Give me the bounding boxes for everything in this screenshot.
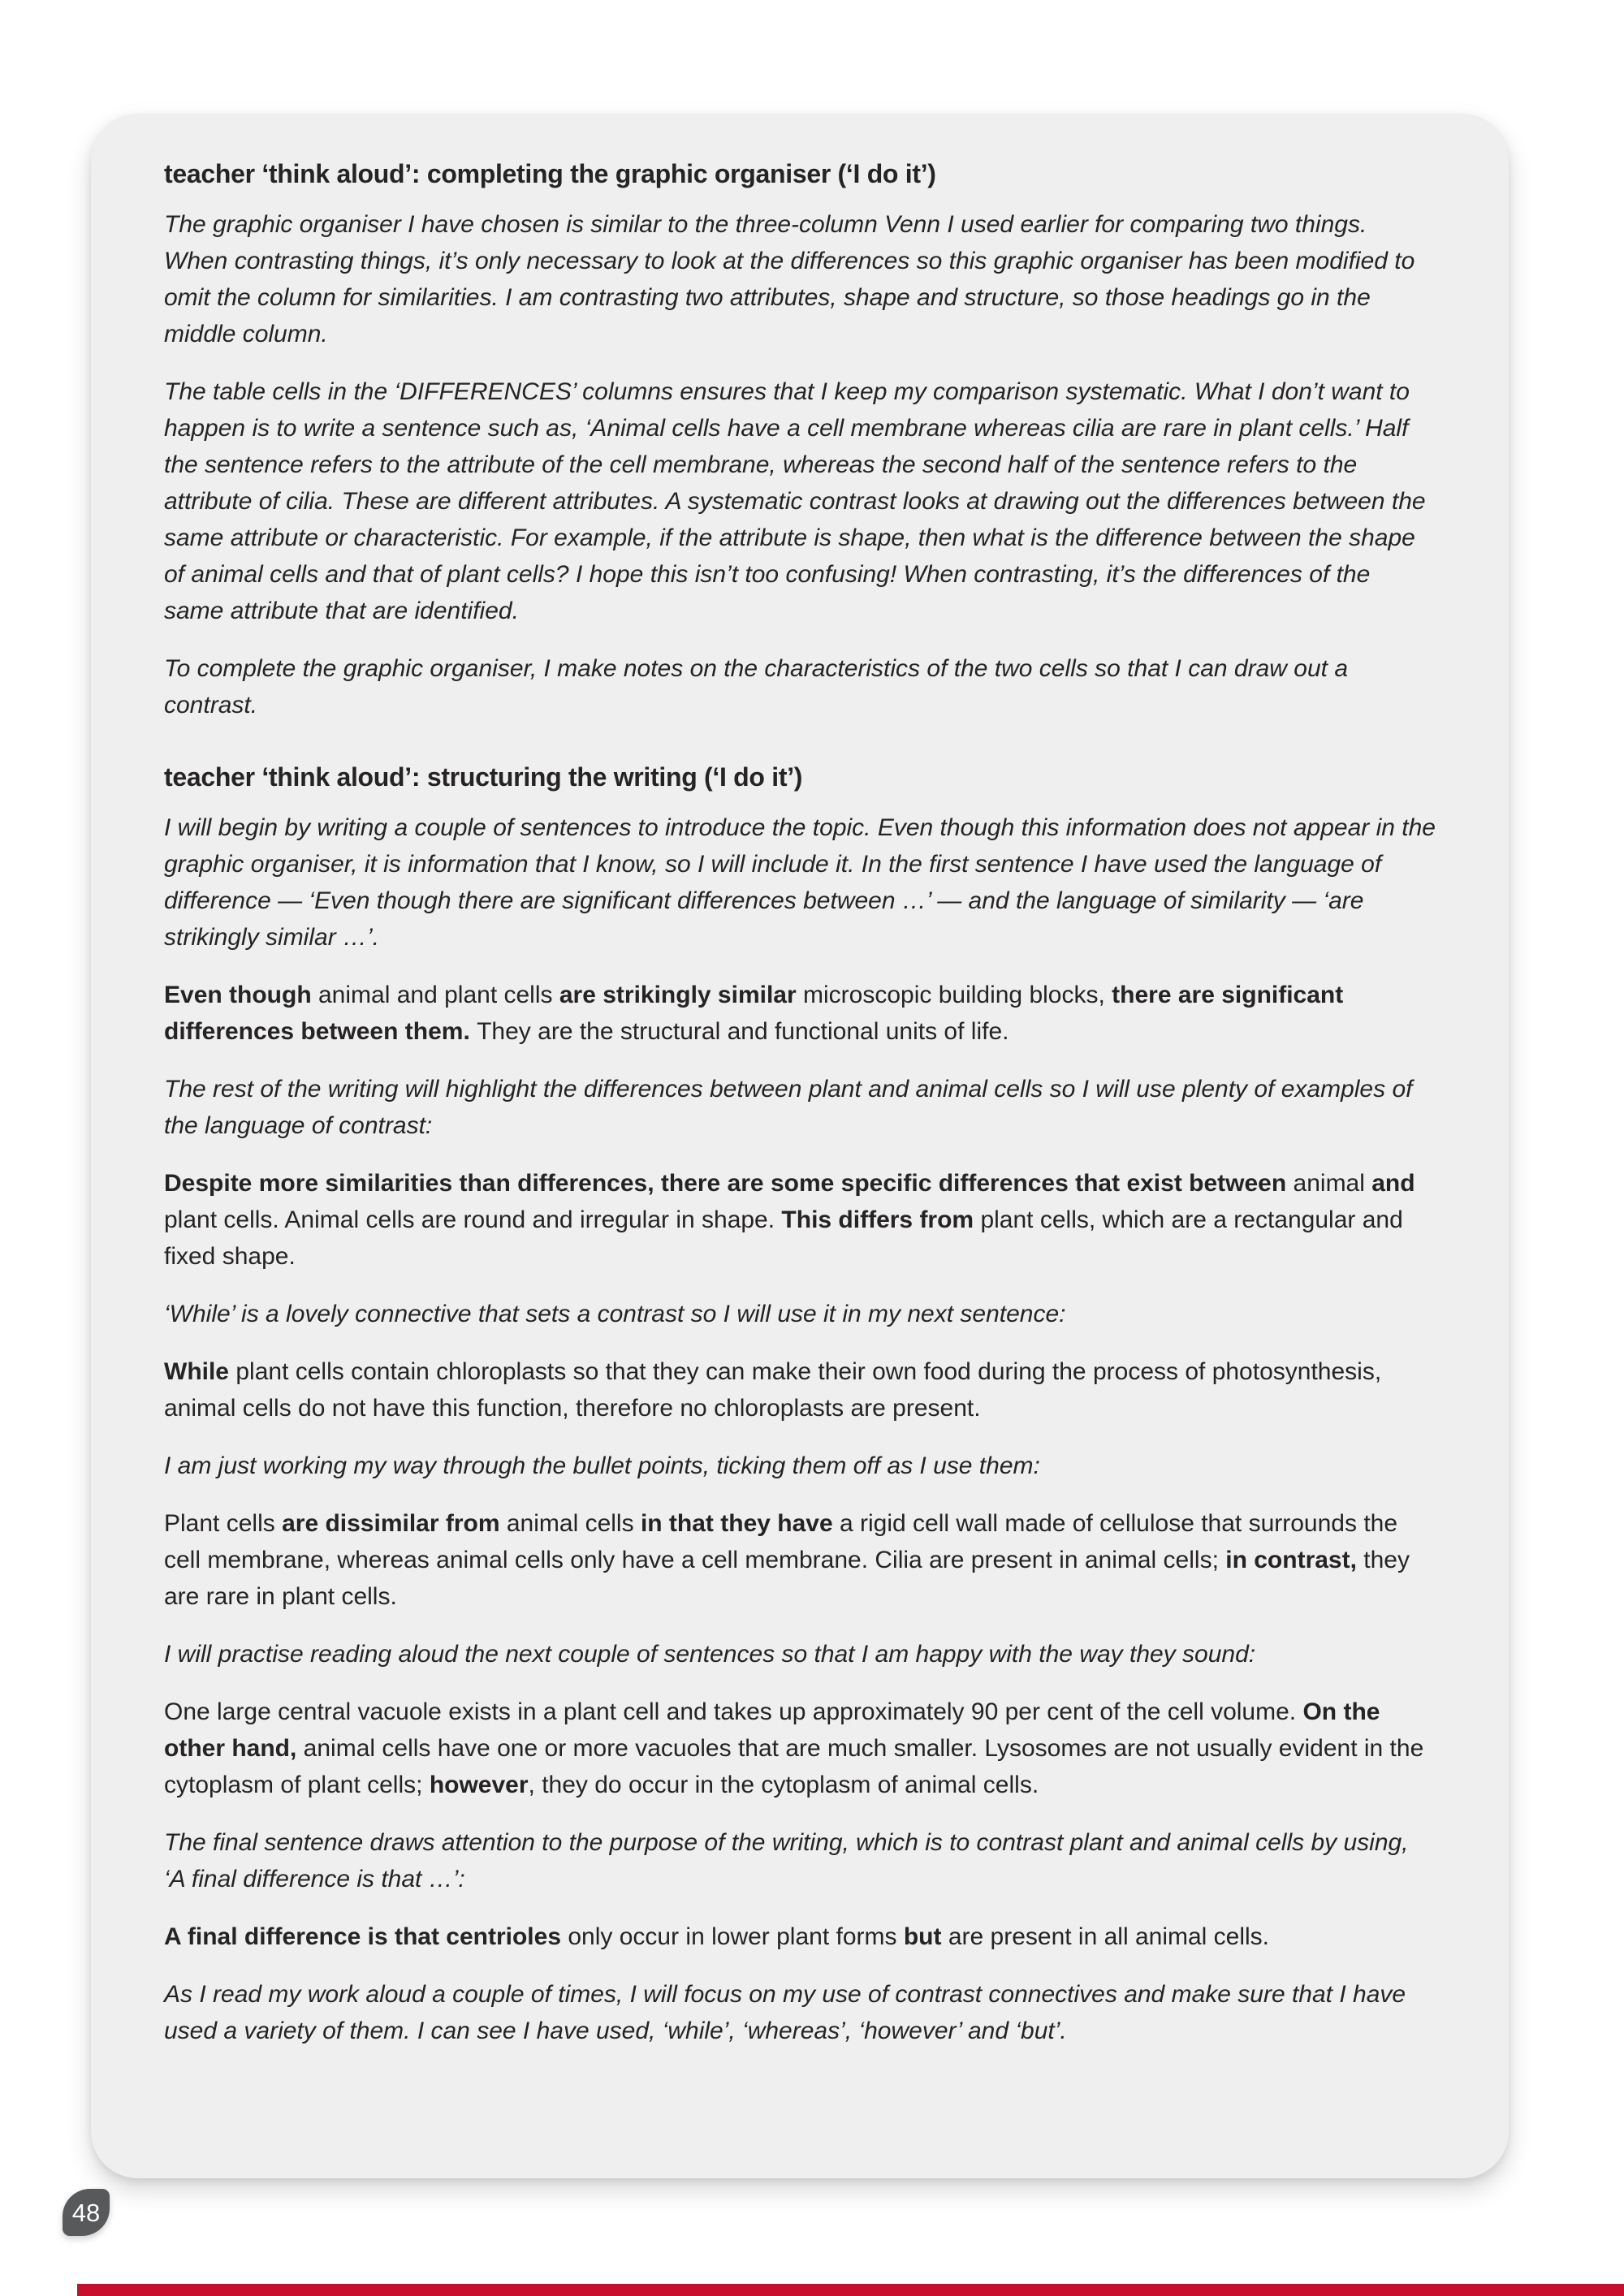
teacher-narration-paragraph: As I read my work aloud a couple of times, I will focus on my use of contrast connectives and make sure that I have used a variety of them. I can see I have used, ‘while’, ‘whereas’, ‘however’ and ‘but’. [164, 1981, 1406, 2044]
teacher-narration-paragraph: The rest of the writing will highlight the differences between plant and animal cells so I will use plenty of examples of the language of contrast: [164, 1076, 1413, 1139]
teacher-narration-paragraph: ‘While’ is a lovely connective that sets a contrast so I will use it in my next sentence: [164, 1301, 1066, 1327]
page-number-badge [63, 2189, 110, 2236]
page-number: 48 [71, 2198, 101, 2227]
panel-content [91, 114, 1509, 2103]
modelled-writing-paragraph: Even though animal and plant cells are strikingly similar microscopic building blocks, there are significant differences between them. They are the structural and functional units of life. [164, 982, 1344, 1045]
footer-accent-bar [77, 2284, 1624, 2296]
content-panel [91, 114, 1509, 2178]
modelled-writing-paragraph: One large central vacuole exists in a plant cell and takes up approximately 90 per cent of the cell volume. On the other hand, animal cells have one or more vacuoles that are much smaller. Lysosomes are not usually evident in the cytoplasm of plant cells; however, they do occur in the cytoplasm of animal cells. [164, 1698, 1424, 1798]
teacher-narration-paragraph: The final sentence draws attention to the purpose of the writing, which is to contrast plant and animal cells by using, ‘A final difference is that …’: [164, 1829, 1409, 1892]
section-heading: teacher ‘think aloud’: completing the graphic organiser (‘I do it’) [164, 159, 936, 188]
teacher-narration-paragraph: I will begin by writing a couple of sentences to introduce the topic. Even though this information does not appear in the graphic organiser, it is information that I know, so I will include it. In the first sentence I have used the language of difference — ‘Even though there are significant differences between …’ — and the language of similarity — ‘are strikingly similar …’. [164, 814, 1436, 951]
teacher-narration-paragraph: The graphic organiser I have chosen is similar to the three-column Venn I used earlier for comparing two things. When contrasting things, it’s only necessary to look at the differences so this graphic organiser has been modified to omit the column for similarities. I am contrasting two attributes, shape and structure, so those headings go in the middle column. [164, 211, 1415, 347]
modelled-writing-paragraph: While plant cells contain chloroplasts so that they can make their own food during the process of photosynthesis, animal cells do not have this function, therefore no chloroplasts are present. [164, 1358, 1382, 1422]
teacher-narration-paragraph: The table cells in the ‘DIFFERENCES’ columns ensures that I keep my comparison systematic. What I don’t want to happen is to write a sentence such as, ‘Animal cells have a cell membrane whereas cilia are rare in plant cells.’ Half the sentence refers to the attribute of the cell membrane, whereas the second half of the sentence refers to the attribute of cilia. These are different attributes. A systematic contrast looks at drawing out the differences between the same attribute or characteristic. For example, if the attribute is shape, then what is the difference between the shape of animal cells and that of plant cells? I hope this isn’t too confusing! When contrasting, it’s the differences of the same attribute that are identified. [164, 378, 1426, 624]
modelled-writing-paragraph: Plant cells are dissimilar from animal cells in that they have a rigid cell wall made of cellulose that surrounds the cell membrane, whereas animal cells only have a cell membrane. Cilia are present in animal cells; in contrast, they are rare in plant cells. [164, 1510, 1410, 1610]
modelled-writing-paragraph: Despite more similarities than differences, there are some specific differences that exist between animal and plant cells. Animal cells are round and irregular in shape. This differs from plant cells, which are a rectangular and fixed shape. [164, 1170, 1415, 1270]
teacher-narration-paragraph: I am just working my way through the bullet points, ticking them off as I use them: [164, 1452, 1040, 1479]
section-heading: teacher ‘think aloud’: structuring the writing (‘I do it’) [164, 762, 803, 792]
teacher-narration-paragraph: I will practise reading aloud the next couple of sentences so that I am happy with the way they sound: [164, 1641, 1256, 1668]
modelled-writing-paragraph: A final difference is that centrioles only occur in lower plant forms but are present in all animal cells. [164, 1923, 1270, 1950]
teacher-narration-paragraph: To complete the graphic organiser, I make notes on the characteristics of the two cells so that I can draw out a contrast. [164, 655, 1349, 719]
